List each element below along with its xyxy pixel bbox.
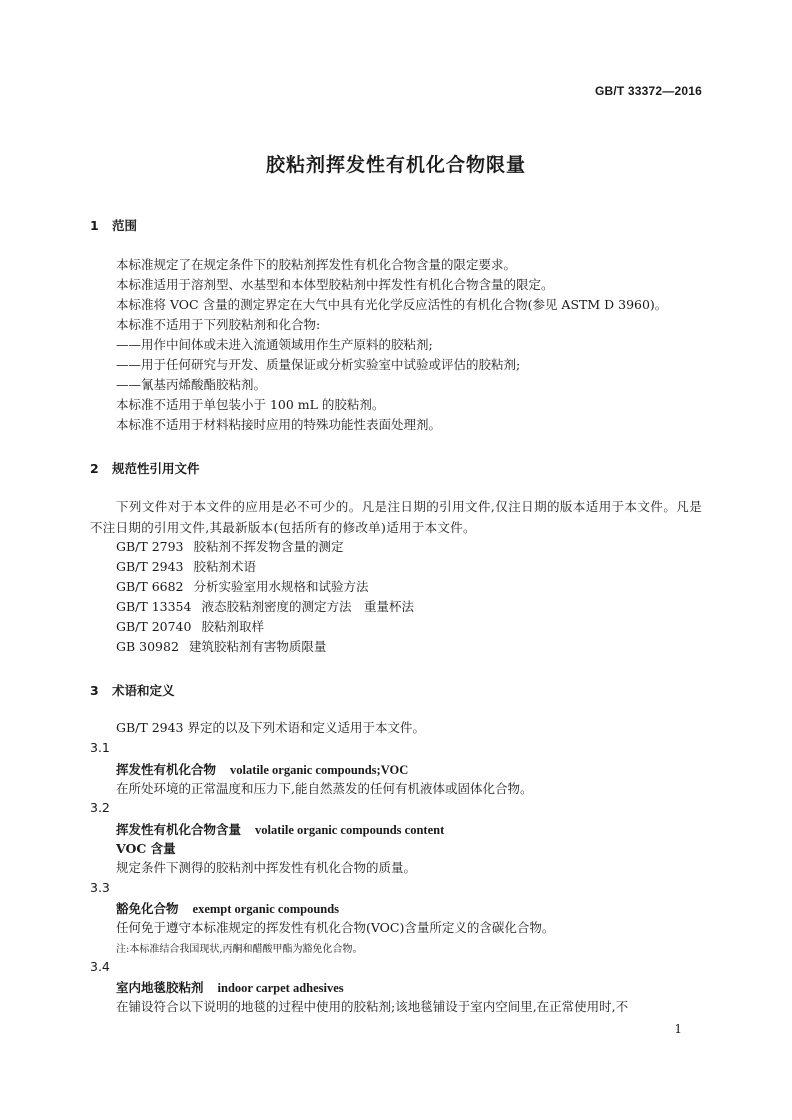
- scope-line: 本标准适用于溶剂型、水基型和本体型胶粘剂中挥发性有机化合物含量的限定。: [116, 277, 554, 292]
- term-definition: 在铺设符合以下说明的地毯的过程中使用的胶粘剂;该地毯铺设于室内空间里,在正常使用时,不: [116, 999, 629, 1014]
- term-zh: 豁免化合物: [116, 901, 179, 916]
- term-heading: [116, 820, 444, 838]
- term-en: volatile organic compounds;VOC: [230, 763, 409, 777]
- term-number: 3.2: [90, 800, 110, 815]
- term-definition: 规定条件下测得的胶粘剂中挥发性有机化合物的质量。: [116, 860, 417, 875]
- term-number: 3.3: [90, 880, 110, 895]
- term-definition: 在所处环境的正常温度和压力下,能自然蒸发的任何有机液体或固体化合物。: [116, 781, 533, 796]
- section-3-title: 术语和定义: [112, 683, 175, 698]
- scope-line: 本标准不适用于材料粘接时应用的特殊功能性表面处理剂。: [116, 417, 442, 432]
- scope-line: 本标准将 VOC 含量的测定界定在大气中具有光化学反应活性的有机化合物(参见 ASTM D 3960)。: [116, 297, 668, 312]
- section-1-heading: [90, 216, 137, 234]
- section-3-heading: [90, 681, 175, 699]
- reference-item: [116, 577, 369, 597]
- reference-title: 胶粘剂不挥发物含量的测定: [193, 539, 344, 554]
- standard-code: GB/T 33372—2016: [594, 84, 702, 98]
- page-title: 胶粘剂挥发性有机化合物限量: [265, 154, 526, 176]
- scope-list-item: ——用作中间体或未进入流通领域用作生产原料的胶粘剂;: [116, 337, 433, 352]
- page-number: 1: [674, 1022, 682, 1036]
- reference-item: [116, 597, 414, 617]
- reference-code: GB/T 2943: [116, 559, 184, 574]
- section-3-number: 3: [90, 683, 99, 698]
- reference-title: 建筑胶粘剂有害物质限量: [188, 639, 327, 654]
- term-en: exempt organic compounds: [192, 902, 340, 916]
- term-zh: 挥发性有机化合物含量: [116, 822, 242, 837]
- term-definition: 任何免于遵守本标准规定的挥发性有机化合物(VOC)含量所定义的含碳化合物。: [116, 920, 555, 935]
- section-2-title: 规范性引用文件: [112, 461, 200, 476]
- section-1-title: 范围: [112, 218, 138, 233]
- scope-line: 本标准不适用于单包装小于 100 mL 的胶粘剂。: [116, 397, 385, 412]
- reference-item: [116, 637, 326, 657]
- reference-code: GB/T 6682: [116, 579, 184, 594]
- term-note: 注:本标准结合我国现状,丙酮和醋酸甲酯为豁免化合物。: [116, 944, 363, 955]
- reference-item: [116, 557, 256, 577]
- term-zh: 挥发性有机化合物: [116, 762, 217, 777]
- term-en: indoor carpet adhesives: [217, 981, 344, 995]
- term-number: 3.1: [90, 740, 110, 755]
- term-alt: VOC 含量: [116, 841, 176, 856]
- scope-line: 本标准不适用于下列胶粘剂和化合物:: [116, 317, 321, 332]
- reference-title: 胶粘剂术语: [193, 559, 257, 574]
- reference-title: 液态胶粘剂密度的测定方法 重量杯法: [201, 599, 414, 614]
- scope-list-item: ——氰基丙烯酸酯胶粘剂。: [116, 377, 267, 392]
- term-number: 3.4: [90, 959, 110, 974]
- section-1-number: 1: [90, 218, 99, 233]
- terms-intro: GB/T 2943 界定的以及下列术语和定义适用于本文件。: [116, 720, 425, 735]
- term-zh: 室内地毯胶粘剂: [116, 980, 204, 995]
- reference-title: 分析实验室用水规格和试验方法: [193, 579, 369, 594]
- reference-title: 胶粘剂取样: [201, 619, 264, 634]
- scope-line: 本标准规定了在规定条件下的胶粘剂挥发性有机化合物含量的限定要求。: [116, 257, 517, 272]
- reference-item: [116, 537, 344, 557]
- reference-code: GB/T 13354: [116, 599, 192, 614]
- term-en: volatile organic compounds content: [255, 823, 445, 837]
- term-heading: [116, 978, 344, 996]
- reference-code: GB/T 20740: [116, 619, 192, 634]
- reference-code: GB/T 2793: [116, 539, 184, 554]
- term-heading: [116, 760, 408, 778]
- section-2-number: 2: [90, 461, 99, 476]
- references-intro: 下列文件对于本文件的应用是必不可少的。凡是注日期的引用文件,仅注日期的版本适用于本文件。凡是不注日期的引用文件,其最新版本(包括所有的修改单)适用于本文件。: [90, 499, 702, 535]
- section-2-heading: [90, 459, 200, 477]
- reference-code: GB 30982: [116, 639, 179, 654]
- term-heading: [116, 899, 339, 917]
- reference-item: [116, 617, 264, 637]
- scope-list-item: ——用于任何研究与开发、质量保证或分析实验室中试验或评估的胶粘剂;: [116, 357, 521, 372]
